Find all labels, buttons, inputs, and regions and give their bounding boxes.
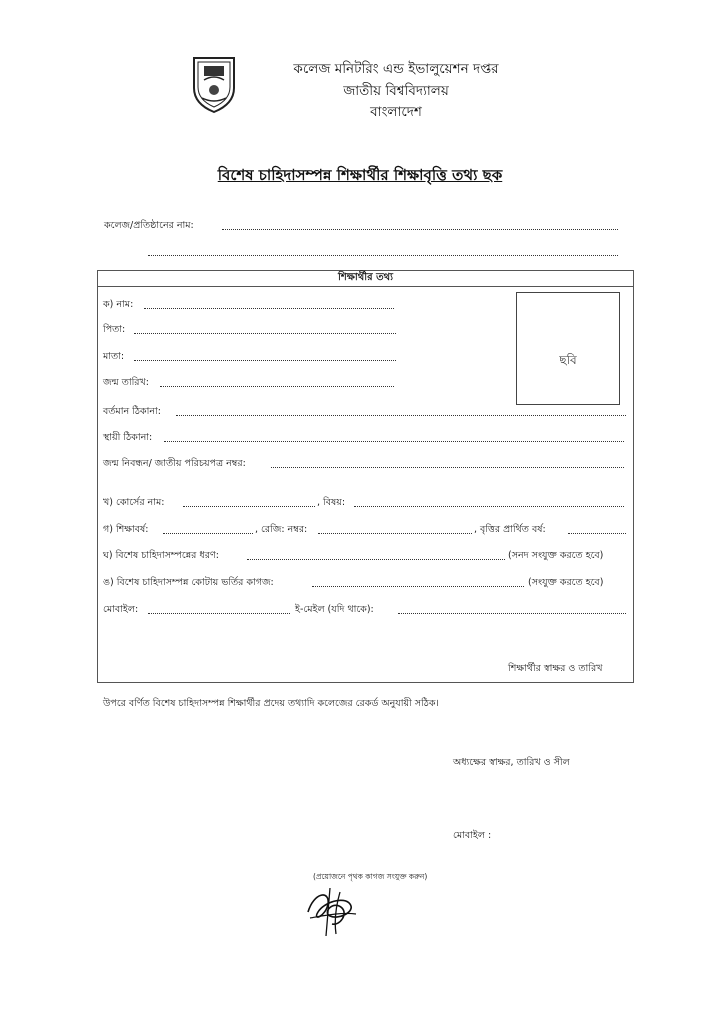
email-field[interactable]: [398, 613, 626, 614]
header-office: কলেজ মনিটরিং এন্ড ইভালুয়েশন দপ্তর: [293, 61, 499, 77]
quota-field[interactable]: [312, 586, 524, 587]
email-label: ই-মেইল (যদি থাকে):: [295, 604, 374, 615]
stipend-year-label: , বৃত্তির প্রার্থিত বর্ষ:: [474, 524, 546, 535]
father-label: পিতা:: [103, 324, 126, 335]
quota-label: ঙ) বিশেষ চাহিদাসম্পন্ন কোটায় ভর্তির কাগজ:: [103, 577, 274, 588]
principal-signature-label: অধ্যক্ষের স্বাক্ষর, তারিখ ও সীল: [453, 757, 570, 768]
disability-type-note: (সনদ সংযুক্ত করতে হবে): [508, 550, 604, 561]
subject-field[interactable]: [354, 506, 624, 507]
college-name-field-2[interactable]: [148, 255, 618, 256]
handwritten-signature: [300, 882, 360, 940]
dob-field[interactable]: [160, 386, 394, 387]
course-field[interactable]: [183, 506, 315, 507]
attach-note: (প্রয়োজনে পৃথক কাগজ সংযুক্ত করুন): [313, 872, 428, 881]
mother-field[interactable]: [134, 360, 396, 361]
stipend-year-field[interactable]: [568, 533, 626, 534]
photo-frame: [516, 292, 620, 405]
header-country: বাংলাদেশ: [370, 104, 422, 120]
principal-mobile-label: মোবাইল :: [453, 830, 492, 841]
header-university: জাতীয় বিশ্ববিদ্যালয়: [343, 83, 449, 99]
course-label: খ) কোর্সের নাম:: [103, 497, 165, 508]
college-name-label: কলেজ/প্রতিষ্ঠানের নাম:: [104, 220, 194, 231]
reg-field[interactable]: [318, 533, 472, 534]
form-title: বিশেষ চাহিদাসম্পন্ন শিক্ষার্থীর শিক্ষাবৃত্তি তথ্য ছক: [217, 166, 503, 184]
disability-type-field[interactable]: [247, 559, 505, 560]
session-label: গ) শিক্ষাবর্ষ:: [103, 524, 149, 535]
dob-label: জন্ম তারিখ:: [103, 377, 149, 388]
present-address-field[interactable]: [176, 415, 626, 416]
disability-type-label: ঘ) বিশেষ চাহিদাসম্পন্নের ধরণ:: [103, 550, 219, 561]
university-logo: [190, 54, 238, 116]
mobile-label: মোবাইল:: [103, 604, 139, 615]
college-name-field[interactable]: [222, 229, 618, 230]
name-field[interactable]: [144, 308, 394, 309]
name-label: ক) নাম:: [103, 299, 134, 310]
nid-field[interactable]: [271, 467, 624, 468]
present-address-label: বর্তমান ঠিকানা:: [103, 406, 161, 417]
father-field[interactable]: [134, 333, 396, 334]
mother-label: মাতা:: [103, 351, 125, 362]
student-info-heading: শিক্ষার্থীর তথ্য: [97, 270, 634, 287]
session-field[interactable]: [163, 533, 253, 534]
mobile-field[interactable]: [148, 613, 290, 614]
nid-label: জন্ম নিবন্ধন/ জাতীয় পরিচয়পত্র নম্বর:: [103, 458, 246, 469]
certification-text: উপরে বর্ণিত বিশেষ চাহিদাসম্পন্ন শিক্ষার্থীর প্রদেয় তথ্যাদি কলেজের রেকর্ড অনুযায়ী সঠিক।: [103, 698, 439, 709]
subject-label: , বিষয়:: [317, 497, 346, 508]
reg-label: , রেজি: নম্বর:: [255, 524, 308, 535]
permanent-address-label: স্থায়ী ঠিকানা:: [103, 432, 153, 443]
photo-label: ছবি: [559, 353, 577, 367]
permanent-address-field[interactable]: [164, 441, 624, 442]
quota-note: (সংযুক্ত করতে হবে): [528, 577, 604, 588]
student-signature-label: শিক্ষার্থীর স্বাক্ষর ও তারিখ: [508, 663, 603, 674]
